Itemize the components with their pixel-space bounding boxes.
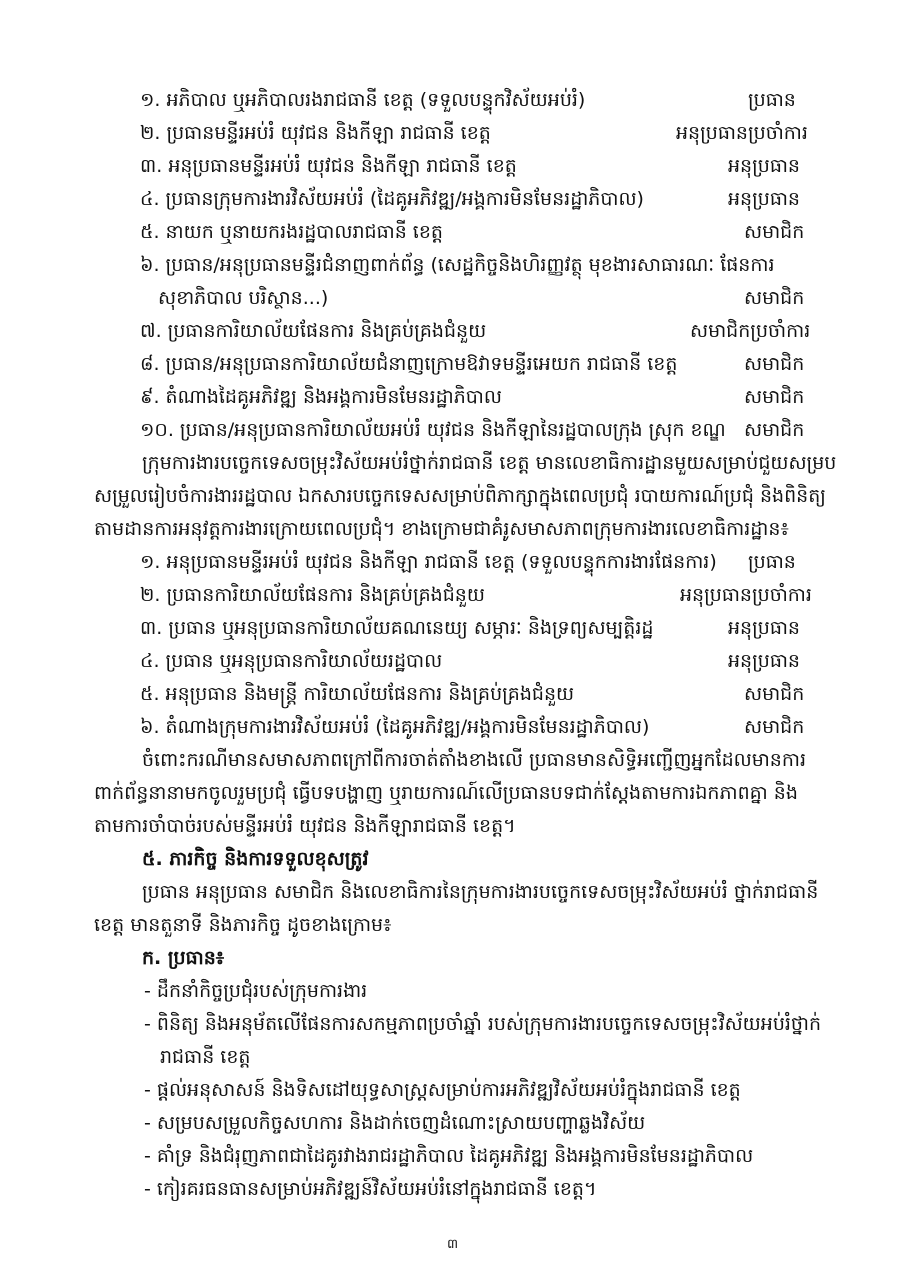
page-number: ៣ (446, 1237, 459, 1252)
list-item-role: អនុប្រធាន (728, 155, 800, 177)
list-item-role: អនុប្រធាន (728, 617, 800, 639)
duty-item: - កៀរគរធនធានសម្រាប់អភិវឌ្ឍន៍វិស័យអប់រំនៅក្នុងរាជធានី ខេត្ត។ (144, 1178, 597, 1200)
list-item-text: ៦. ប្រធាន/អនុប្រធានមន្ទីរជំនាញពាក់ព័ន្ធ (សេដ្ឋកិច្ចនិងហិរញ្ញវត្ថុ មុខងារសាធារណៈ ផែនការ (140, 254, 775, 276)
duty-item: - គាំទ្រ និងជំរុញភាពជាដៃគូរវាងរាជរដ្ឋាភិបាល ដៃគូអភិវឌ្ឍ និងអង្គការមិនមែនរដ្ឋាភិបាល (144, 1145, 754, 1167)
list-item-role: សមាជិក (744, 683, 805, 705)
list-item-text: ៤. ប្រធានក្រុមការងារវិស័យអប់រំ (ដៃគូអភិវឌ្ឍ/អង្គការមិនមែនរដ្ឋាភិបាល) (140, 188, 644, 210)
list-item-role: សមាជិក (744, 716, 805, 738)
duty-item: - ផ្តល់អនុសាសន៍ និងទិសដៅយុទ្ធសាស្ត្រសម្រាប់ការអភិវឌ្ឍវិស័យអប់រំក្នុងរាជធានី ខេត្ត (144, 1079, 741, 1101)
list-item-text: សុខាភិបាល បរិស្ថាន...) (158, 287, 329, 309)
list-item-text: ៤. ប្រធាន ឬអនុប្រធានការិយាល័យរដ្ឋបាល (140, 650, 443, 672)
paragraph-line: តាមការចាំបាច់របស់មន្ទីរអប់រំ យុវជន និងកីឡារាជធានី ខេត្ត។ (94, 815, 516, 837)
list-item-role: អនុប្រធាន (728, 188, 800, 210)
list-item-text: ៣. ប្រធាន ឬអនុប្រធានការិយាល័យគណនេយ្យ សម្ភារៈ និងទ្រព្យសម្បត្តិរដ្ឋ (140, 617, 654, 639)
list-item-role: ប្រធាន (748, 89, 796, 111)
list-item-role: អនុប្រធាន (728, 650, 800, 672)
paragraph-line: ក្រុមការងារបច្ចេកទេសចម្រុះវិស័យអប់រំថ្នាក់រាជធានី ខេត្ត មានលេខាធិការដ្ឋានមួយសម្រាប់ជួយសម្រប (142, 452, 837, 474)
list-item-role: អនុប្រធានប្រចាំការ (680, 584, 812, 606)
list-item-role: សមាជិកប្រចាំការ (690, 320, 811, 342)
list-item-role: សមាជិក (744, 386, 805, 408)
list-item-role: សមាជិក (744, 353, 805, 375)
duty-item: - ដឹកនាំកិច្ចប្រជុំរបស់ក្រុមការងារ (144, 980, 368, 1002)
list-item-text: ២. ប្រធានមន្ទីរអប់រំ យុវជន និងកីឡា រាជធានី ខេត្ត (140, 122, 491, 144)
list-item-text: ៥. អនុប្រធាន និងមន្ត្រី ការិយាល័យផែនការ និងគ្រប់គ្រងជំនួយ (140, 683, 575, 705)
list-item-text: ៨. ប្រធាន/អនុប្រធានការិយាល័យជំនាញក្រោមឱវាទមន្ទីរអេយក រាជធានី ខេត្ត (140, 353, 678, 375)
duty-item: រាជធានី ខេត្ត (160, 1046, 251, 1068)
list-item-role: សមាជិក (744, 287, 805, 309)
duty-item: - ពិនិត្យ និងអនុម័តលើផែនការសកម្មភាពប្រចាំឆ្នាំ របស់ក្រុមការងារបច្ចេកទេសចម្រុះវិស័យអប់រំថ្នាក់ (144, 1013, 822, 1035)
sub-heading: ក. ប្រធាន៖ (142, 947, 225, 969)
list-item-role: ប្រធាន (748, 551, 796, 573)
list-item-role: អនុប្រធានប្រចាំការ (676, 122, 808, 144)
list-item-text: ៥. នាយក ឬនាយករងរដ្ឋបាលរាជធានី ខេត្ត (140, 221, 443, 243)
paragraph-line: ពាក់ព័ន្ធនានាមកចូលរួមប្រជុំ ធ្វើបទបង្ហាញ ឬរាយការណ៍លើប្រធានបទជាក់ស្តែងតាមការឯកភាពគ្នា និង (94, 782, 798, 804)
list-item-text: ១០. ប្រធាន/អនុប្រធានការិយាល័យអប់រំ យុវជន និងកីឡានៃរដ្ឋបាលក្រុង ស្រុក ខណ្ឌ (140, 419, 726, 441)
list-item-text: ៩. តំណាងដៃគូអភិវឌ្ឍ និងអង្គការមិនមែនរដ្ឋាភិបាល (140, 386, 502, 408)
list-item-role: សមាជិក (744, 419, 805, 441)
paragraph-line: សម្រួលរៀបចំការងាររដ្ឋបាល ឯកសារបច្ចេកទេសសម្រាប់ពិភាក្សាក្នុងពេលប្រជុំ របាយការណ៍ប្រជុំ និងពិនិត្យ (94, 485, 826, 507)
list-item-text: ២. ប្រធានការិយាល័យផែនការ និងគ្រប់គ្រងជំនួយ (140, 584, 485, 606)
list-item-text: ១. អនុប្រធានមន្ទីរអប់រំ យុវជន និងកីឡា រាជធានី ខេត្ត (ទទួលបន្ទុកការងារផែនការ) (140, 551, 717, 573)
paragraph-line: ប្រធាន អនុប្រធាន សមាជិក និងលេខាធិការនៃក្រុមការងារបច្ចេកទេសចម្រុះវិស័យអប់រំ ថ្នាក់រាជធានី (142, 881, 819, 903)
paragraph-line: តាមដានការអនុវត្តការងារក្រោយពេលប្រជុំ។ ខាងក្រោមជាគំរូសមាសភាពក្រុមការងារលេខាធិការដ្ឋាន៖ (94, 518, 789, 540)
section-heading: ៥. ភារកិច្ច និងការទទួលខុសត្រូវ (142, 848, 369, 870)
list-item-role: សមាជិក (744, 221, 805, 243)
paragraph-line: ខេត្ត មានតួនាទី និងភារកិច្ច ដូចខាងក្រោម៖ (94, 914, 392, 936)
list-item-text: ៣. អនុប្រធានមន្ទីរអប់រំ យុវជន និងកីឡា រាជធានី ខេត្ត (140, 155, 517, 177)
list-item-text: ៦. តំណាងក្រុមការងារវិស័យអប់រំ (ដៃគូអភិវឌ្ឍ/អង្គការមិនមែនរដ្ឋាភិបាល) (140, 716, 650, 738)
list-item-text: ១. អភិបាល ឬអភិបាលរងរាជធានី ខេត្ត (ទទួលបន្ទុកវិស័យអប់រំ) (140, 89, 586, 111)
duty-item: - សម្របសម្រួលកិច្ចសហការ និងដាក់ចេញដំណោះស្រាយបញ្ហាឆ្លងវិស័យ (144, 1112, 646, 1134)
list-item-text: ៧. ប្រធានការិយាល័យផែនការ និងគ្រប់គ្រងជំនួយ (140, 320, 487, 342)
paragraph-line: ចំពោះករណីមានសមាសភាពក្រៅពីការចាត់តាំងខាងលើ ប្រធានមានសិទ្ធិអញ្ជើញអ្នកដែលមានការ (142, 749, 806, 771)
